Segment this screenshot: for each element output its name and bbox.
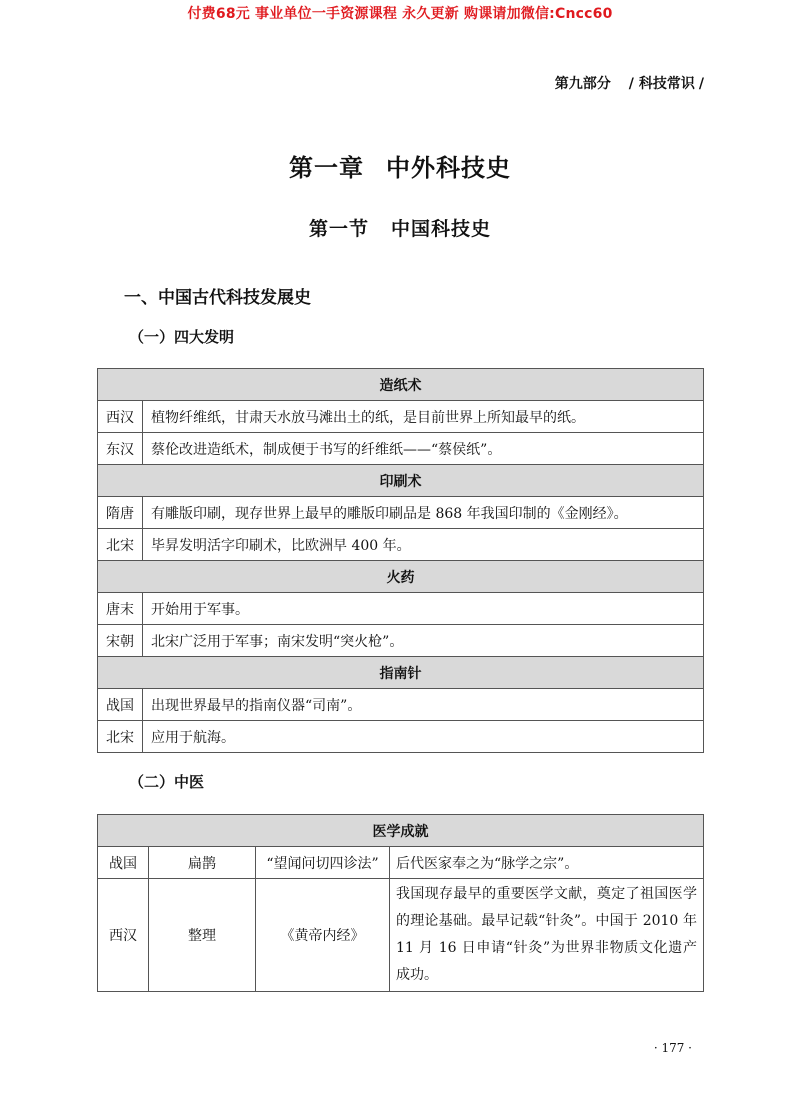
era-cell: 隋唐 <box>98 497 143 529</box>
table-row <box>98 847 704 879</box>
description-cell: 北宋广泛用于军事；南宋发明“突火枪”。 <box>143 625 704 657</box>
table-row <box>98 497 704 529</box>
chapter-number: 第一章 <box>289 153 364 182</box>
era-cell: 战国 <box>98 847 149 879</box>
invention-name: 指南针 <box>98 657 704 689</box>
era-cell: 唐末 <box>98 593 143 625</box>
description-cell: 后代医家奉之为“脉学之宗”。 <box>390 847 704 879</box>
medicine-table <box>97 814 704 992</box>
table-row <box>98 689 704 721</box>
description-cell: 我国现存最早的重要医学文献，奠定了祖国医学的理论基础。最早记载“针灸”。中国于 2010 年 11 月 16 日申请“针灸”为世界非物质文化遗产成功。 <box>390 879 704 992</box>
person-cell: 整理 <box>149 879 256 992</box>
section-title <box>0 214 800 241</box>
invention-name: 火药 <box>98 561 704 593</box>
description-cell: 蔡伦改进造纸术，制成便于书写的纤维纸——“蔡侯纸”。 <box>143 433 704 465</box>
invention-name: 印刷术 <box>98 465 704 497</box>
header-separator-end: / <box>698 76 704 92</box>
table-row <box>98 401 704 433</box>
page-number: · 177 · <box>653 1041 692 1055</box>
era-cell: 西汉 <box>98 879 149 992</box>
header-separator: / <box>628 76 634 92</box>
era-cell: 战国 <box>98 689 143 721</box>
description-cell: 有雕版印刷，现存世界上最早的雕版印刷品是 868 年我国印制的《金刚经》。 <box>143 497 704 529</box>
era-cell: 西汉 <box>98 401 143 433</box>
work-cell: “望闻问切四诊法” <box>256 847 390 879</box>
description-cell: 植物纤维纸，甘肃天水放马滩出土的纸，是目前世界上所知最早的纸。 <box>143 401 704 433</box>
medicine-table-title: 医学成就 <box>98 815 704 847</box>
description-cell: 毕昇发明活字印刷术，比欧洲早 400 年。 <box>143 529 704 561</box>
table-row <box>98 433 704 465</box>
table-row <box>98 529 704 561</box>
watermark-banner: 付费68元 事业单位一手资源课程 永久更新 购课请加微信:Cncc60 <box>187 6 613 22</box>
person-cell: 扁鹊 <box>149 847 256 879</box>
description-cell: 应用于航海。 <box>143 721 704 753</box>
description-cell: 出现世界最早的指南仪器“司南”。 <box>143 689 704 721</box>
heading-ancient-tech: 一、中国古代科技发展史 <box>124 288 311 308</box>
header-part: 第九部分 <box>554 76 611 92</box>
invention-name: 造纸术 <box>98 369 704 401</box>
chapter-title <box>0 148 800 183</box>
era-cell: 东汉 <box>98 433 143 465</box>
invention-header-row <box>98 561 704 593</box>
section-number: 第一节 <box>308 218 369 240</box>
invention-header-row <box>98 369 704 401</box>
table-row <box>98 721 704 753</box>
table-row <box>98 593 704 625</box>
subheading-chinese-medicine: （二）中医 <box>129 773 205 791</box>
invention-header-row <box>98 657 704 689</box>
table-row <box>98 625 704 657</box>
four-inventions-table <box>97 368 704 753</box>
header-topic: 科技常识 <box>638 76 695 92</box>
section-name: 中国科技史 <box>391 218 492 240</box>
invention-header-row <box>98 465 704 497</box>
chapter-name: 中外科技史 <box>386 153 511 182</box>
table-row <box>98 879 704 992</box>
era-cell: 北宋 <box>98 529 143 561</box>
era-cell: 北宋 <box>98 721 143 753</box>
subheading-four-inventions: （一）四大发明 <box>129 328 235 346</box>
running-header <box>555 73 704 93</box>
description-cell: 开始用于军事。 <box>143 593 704 625</box>
work-cell: 《黄帝内经》 <box>256 879 390 992</box>
medicine-header-row <box>98 815 704 847</box>
era-cell: 宋朝 <box>98 625 143 657</box>
